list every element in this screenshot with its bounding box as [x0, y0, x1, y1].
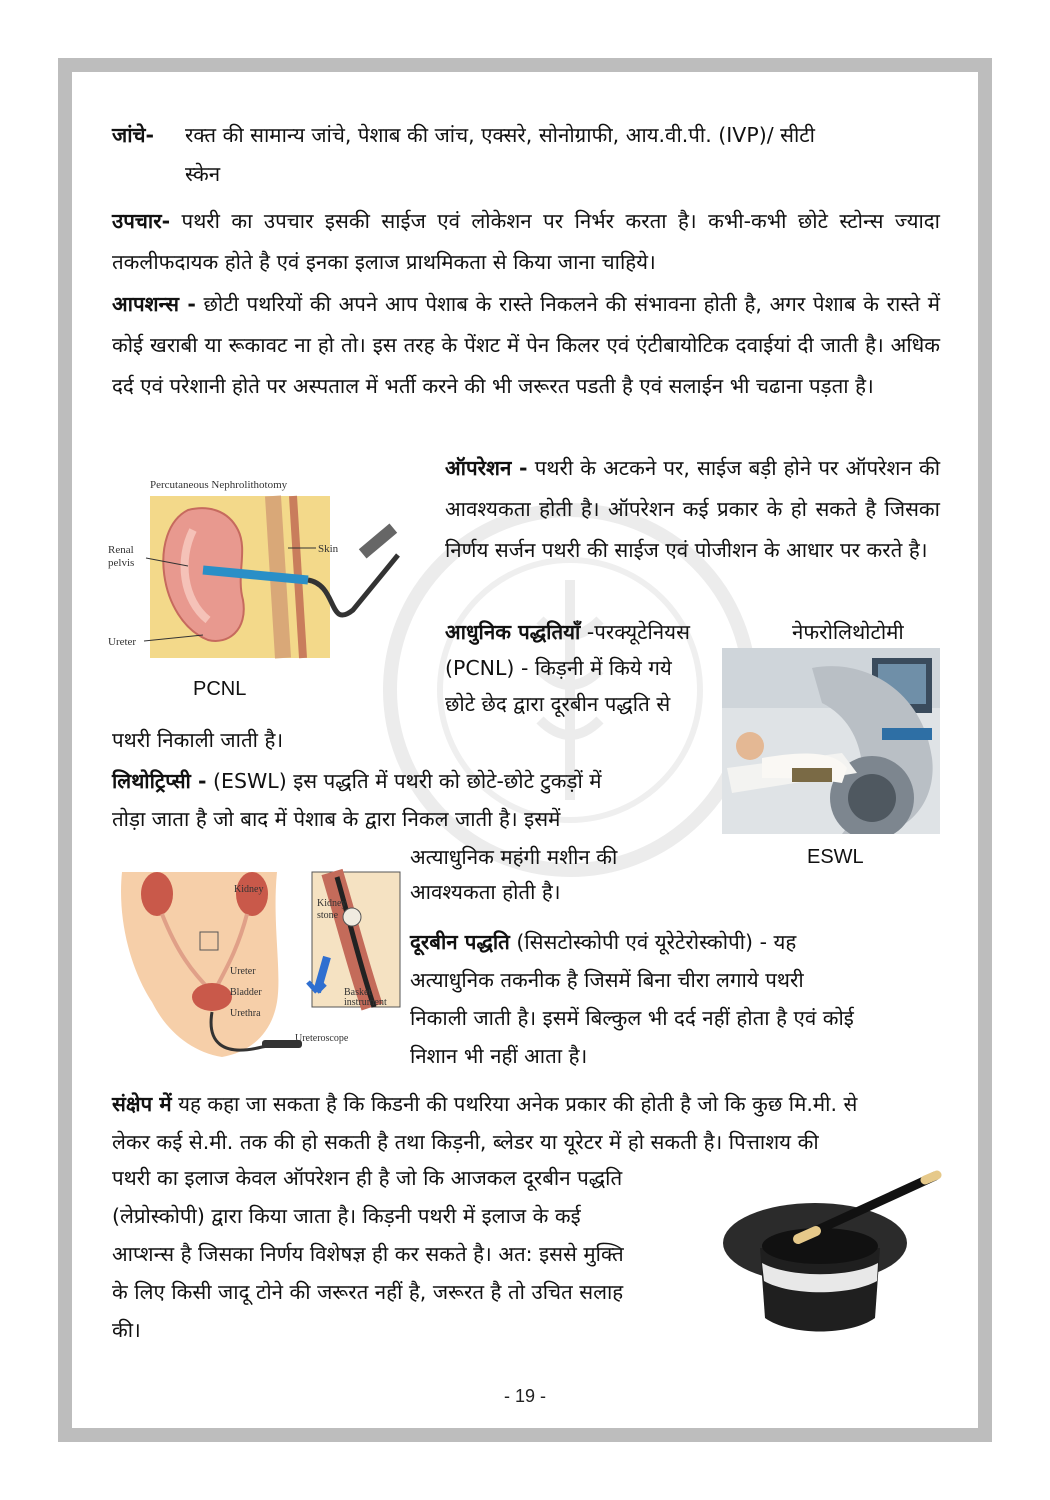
operation-text: पथरी के अटकने पर, साईज बड़ी होने पर ऑपरेशन की आवश्यकता होती है। ऑपरेशन कई प्रकार के हो सकते है जिसका निर्णय सर्जन पथरी की साईज एवं पोजीशन के आधार पर करते है।	[445, 456, 940, 562]
investigations-text-line1: रक्त की सामान्य जांचे, पेशाब की जांच, एक्सरे, सोनोग्राफी, आय.वी.पी. (IVP)/ सीटी	[185, 123, 815, 147]
summary-line1-text: यह कहा जा सकता है कि किडनी की पथरिया अनेक प्रकार की होती है जो कि कुछ मि.मी. से	[178, 1092, 858, 1116]
investigations-label: जांचे-	[112, 123, 155, 147]
summary-line3: पथरी का इलाज केवल ऑपरेशन ही है जो कि आजकल दूरबीन पद्धति	[112, 1166, 623, 1190]
pcnl-label-skin: Skin	[318, 543, 339, 555]
endoscopy-line3: निकाली जाती है। इसमें बिल्कुल भी दर्द नहीं होता है एवं कोई	[410, 1006, 854, 1030]
pcnl-label-pelvis: pelvis	[108, 557, 135, 569]
lithotripsy-line4: आवश्यकता होती है।	[410, 880, 561, 904]
lithotripsy-label: लिथोट्रिप्सी -	[112, 769, 207, 793]
uro-label-ureter: Ureter	[230, 966, 256, 977]
lithotripsy-line3: अत्याधुनिक महंगी मशीन की	[410, 845, 618, 869]
modern-line4: पथरी निकाली जाती है।	[112, 728, 284, 752]
uro-label-basket-2: instrument	[344, 997, 387, 1008]
summary-line5: आप्शन्स है जिसका निर्णय विशेषज्ञ ही कर सकते है। अत: इससे मुक्ति	[112, 1242, 624, 1266]
treatment-label: उपचार-	[112, 209, 171, 233]
modern-label: आधुनिक पद्धतियाँ	[445, 620, 581, 644]
operation-paragraph	[445, 448, 940, 571]
lithotripsy-line2: तोड़ा जाता है जो बाद में पेशाब के द्वारा निकल जाती है। इसमें	[112, 807, 561, 831]
lithotripsy-line1	[112, 761, 602, 802]
investigations-text-line2: स्केन	[185, 162, 221, 186]
modern-line1-start	[445, 612, 690, 653]
pcnl-label-renal: Renal	[108, 544, 134, 556]
pcnl-label-ureter: Ureter	[108, 636, 137, 648]
eswl-photo	[722, 648, 940, 834]
treatment-text: पथरी का उपचार इसकी साईज एवं लोकेशन पर निर्भर करता है। कभी-कभी छोटे स्टोन्स ज्यादा तकलीफदायक होते है एवं इनका इलाज प्राथमिकता से किया जाना चाहिये।	[112, 209, 940, 274]
summary-line1	[112, 1084, 857, 1125]
endoscopy-line4: निशान भी नहीं आता है।	[410, 1044, 588, 1068]
pcnl-title: Percutaneous Nephrolithotomy	[150, 479, 288, 491]
summary-label: संक्षेप में	[112, 1092, 172, 1116]
uro-label-urethra: Urethra	[230, 1008, 261, 1019]
uro-label-kidney: Kidney	[234, 884, 264, 895]
page-number: - 19 -	[503, 1386, 546, 1406]
endoscopy-line2: अत्याधुनिक तकनीक है जिसमें बिना चीरा लगाये पथरी	[410, 968, 804, 992]
options-label: आपशन्स -	[112, 292, 196, 316]
operation-label: ऑपरेशन -	[445, 456, 528, 480]
options-paragraph	[112, 284, 940, 407]
magic-hat-illustration	[720, 1168, 942, 1338]
endoscopy-line1	[410, 922, 940, 963]
lithotripsy-line1-text: (ESWL) इस पद्धति में पथरी को छोटे-छोटे टुकड़ों में	[213, 769, 602, 793]
endoscopy-label: दूरबीन पद्धति	[410, 930, 510, 954]
modern-line1-rest: -परक्यूटेनियस	[586, 620, 690, 644]
summary-line6: के लिए किसी जादू टोने की जरूरत नहीं है, जरूरत है तो उचित सलाह	[112, 1280, 624, 1304]
summary-line7: की।	[112, 1318, 141, 1342]
pcnl-caption: PCNL	[193, 678, 247, 700]
summary-line4: (लेप्रोस्कोपी) द्वारा किया जाता है। किड़नी पथरी में इलाज के कई	[112, 1204, 581, 1228]
eswl-caption: ESWL	[807, 846, 864, 868]
endoscopy-line1-text: (सिसटोस्कोपी एवं यूरेटेरोस्कोपी) - यह	[516, 930, 797, 954]
pcnl-illustration	[108, 470, 413, 660]
modern-line2: (PCNL) - किड़नी में किये गये	[445, 656, 672, 680]
options-text: छोटी पथरियों की अपने आप पेशाब के रास्ते निकलने की संभावना होती है, अगर पेशाब के रास्ते में कोई खराबी या रूकावट ना हो तो। इस तरह के पेंशट में पेन किलर एवं एंटीबायोटिक दवाईयां दी जाती है। अधिक दर्द एवं परेशानी होते पर अस्पताल में भर्ती करने की भी जरूरत पडती है एवं सलाईन भी चढाना पड़ता है।	[112, 292, 940, 398]
uro-label-kidney-stone-1: Kidney	[317, 898, 347, 909]
uro-label-bladder: Bladder	[230, 987, 262, 998]
modern-line3: छोटे छेद द्वारा दूरबीन पद्धति से	[445, 692, 671, 716]
modern-line1-end: नेफरोलिथोटोमी	[792, 620, 904, 644]
ureteroscopy-illustration	[112, 862, 404, 1062]
treatment-paragraph	[112, 201, 940, 283]
uro-label-basket-1: Basket	[344, 987, 372, 998]
summary-line2: लेकर कई से.मी. तक की हो सकती है तथा किड़नी, ब्लेडर या यूरेटर में हो सकती है। पित्ताशय की	[112, 1130, 819, 1154]
uro-label-ureteroscope: Ureteroscope	[295, 1033, 349, 1044]
uro-label-kidney-stone-2: stone	[317, 910, 339, 921]
